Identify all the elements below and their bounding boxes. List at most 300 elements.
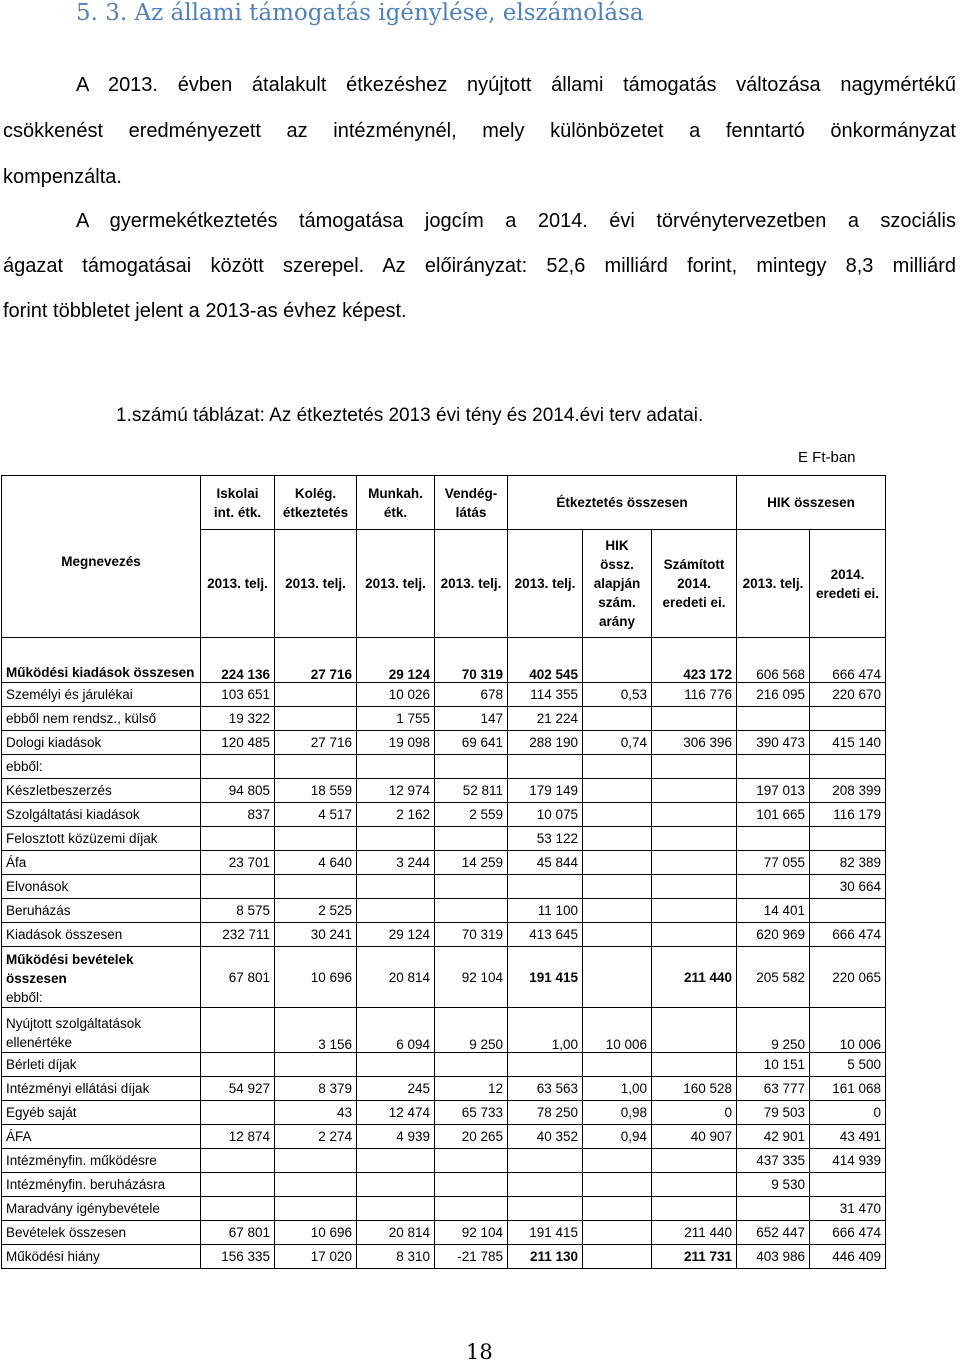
table-cell	[357, 899, 435, 923]
row-label	[2, 638, 201, 683]
table-cell: 20 265	[435, 1125, 508, 1149]
table-cell: 52 811	[435, 779, 508, 803]
table-cell	[508, 875, 583, 899]
table-cell: 79 503	[737, 1101, 810, 1125]
table-cell: 8 310	[357, 1245, 435, 1269]
table-cell: 9 250	[435, 1008, 508, 1053]
table-row	[2, 875, 886, 899]
table-cell: 65 733	[435, 1101, 508, 1125]
table-cell: 10 026	[357, 683, 435, 707]
group-header-row	[2, 476, 886, 530]
table-cell: 23 701	[201, 851, 275, 875]
row-label-text: Beruházás	[6, 903, 71, 918]
row-label	[2, 947, 201, 1008]
row-label-text: Személyi és járulékai	[6, 687, 133, 702]
row-label-text: ebből nem rendsz., külső	[6, 711, 157, 726]
table-cell	[201, 875, 275, 899]
table-cell: 191 415	[508, 1221, 583, 1245]
row-label	[2, 851, 201, 875]
table-cell	[201, 1053, 275, 1077]
table-cell: 94 805	[201, 779, 275, 803]
table-row	[2, 1197, 886, 1221]
table-cell: 0,94	[583, 1125, 652, 1149]
table-cell	[357, 1053, 435, 1077]
table-cell: 10 006	[810, 1008, 886, 1053]
table-cell: 0	[652, 1101, 737, 1125]
table-cell: 40 907	[652, 1125, 737, 1149]
table-cell: 31 470	[810, 1197, 886, 1221]
table-cell: 211 440	[652, 947, 737, 1008]
table-cell: 0	[810, 1101, 886, 1125]
table-cell: 211 731	[652, 1245, 737, 1269]
table-cell: 77 055	[737, 851, 810, 875]
table-cell	[652, 1197, 737, 1221]
row-label	[2, 899, 201, 923]
table-cell: 666 474	[810, 923, 886, 947]
table-cell: 19 322	[201, 707, 275, 731]
table-cell: 82 389	[810, 851, 886, 875]
table-cell: 191 415	[508, 947, 583, 1008]
table-cell	[583, 803, 652, 827]
row-label-text: Kiadások összesen	[6, 927, 123, 942]
table-cell	[275, 707, 357, 731]
row-label	[2, 1245, 201, 1269]
table-cell	[583, 899, 652, 923]
row-label	[2, 1053, 201, 1077]
table-row	[2, 1101, 886, 1125]
sub-header: 2013. telj.	[357, 530, 435, 638]
row-label-text: Elvonások	[6, 879, 69, 894]
table-cell: 114 355	[508, 683, 583, 707]
table-cell: 78 250	[508, 1101, 583, 1125]
row-label-subtext: ebből:	[6, 990, 43, 1005]
table-cell: 4 640	[275, 851, 357, 875]
row-label-text: Működési hiány	[6, 1249, 100, 1264]
table-cell: 402 545	[508, 638, 583, 683]
table-row	[2, 923, 886, 947]
table-cell: 211 130	[508, 1245, 583, 1269]
table-cell: 147	[435, 707, 508, 731]
table-cell	[201, 1197, 275, 1221]
row-label-text: Egyéb saját	[6, 1105, 77, 1120]
table-cell: 216 095	[737, 683, 810, 707]
table-cell: 6 094	[357, 1008, 435, 1053]
table-row	[2, 1245, 886, 1269]
group-header: Étkeztetés összesen	[508, 476, 737, 530]
table-cell: 12	[435, 1077, 508, 1101]
table-cell	[583, 1221, 652, 1245]
table-cell: 1,00	[583, 1077, 652, 1101]
table-cell	[583, 1149, 652, 1173]
section-heading: 5. 3. Az állami támogatás igénylése, elszámolása	[76, 0, 644, 26]
table-cell	[435, 1197, 508, 1221]
table-cell	[652, 1173, 737, 1197]
table-cell: 160 528	[652, 1077, 737, 1101]
sub-header: Számított 2014. eredeti ei.	[652, 530, 737, 638]
table-cell	[583, 1173, 652, 1197]
table-cell	[583, 1245, 652, 1269]
table-cell: 179 149	[508, 779, 583, 803]
table-row	[2, 755, 886, 779]
table-cell	[652, 851, 737, 875]
paragraph-1-line-1: A 2013. évben átalakult étkezéshez nyújtott állami támogatás változása nagymértékű	[76, 74, 956, 96]
table-cell	[652, 1008, 737, 1053]
table-row	[2, 803, 886, 827]
table-cell	[652, 899, 737, 923]
table-cell	[737, 875, 810, 899]
table-cell: 10 006	[583, 1008, 652, 1053]
row-label-text: Intézményfin. beruházásra	[6, 1177, 166, 1192]
table-cell: 1 755	[357, 707, 435, 731]
table-cell: 4 517	[275, 803, 357, 827]
table-cell	[201, 1149, 275, 1173]
group-header: HIK összesen	[737, 476, 886, 530]
table-cell	[583, 947, 652, 1008]
row-label-text: Áfa	[6, 855, 27, 870]
table-row	[2, 638, 886, 683]
table-cell: 423 172	[652, 638, 737, 683]
row-label-text: Bérleti díjak	[6, 1057, 77, 1072]
table-cell: 9 530	[737, 1173, 810, 1197]
table-row	[2, 1008, 886, 1053]
group-header: Iskolai int. étk.	[201, 476, 275, 530]
table-cell: 30 664	[810, 875, 886, 899]
table-cell: 27 716	[275, 731, 357, 755]
table-cell	[652, 875, 737, 899]
paragraph-2-line-2: ágazat támogatásai között szerepel. Az előirányzat: 52,6 milliárd forint, mintegy 8,3 milliárd	[3, 255, 956, 277]
table-cell	[201, 1008, 275, 1053]
row-label-header: Megnevezés	[2, 476, 201, 638]
paragraph-1-line-3: kompenzálta.	[3, 166, 122, 188]
table-cell: 29 124	[357, 923, 435, 947]
row-label	[2, 1077, 201, 1101]
table-cell: 678	[435, 683, 508, 707]
table-cell: 224 136	[201, 638, 275, 683]
group-header: Kolég. étkeztetés	[275, 476, 357, 530]
row-label-text: Maradvány igénybevétele	[6, 1201, 160, 1216]
table-cell: 10 696	[275, 947, 357, 1008]
table-cell: 306 396	[652, 731, 737, 755]
table-cell: 70 319	[435, 923, 508, 947]
table-cell	[583, 755, 652, 779]
table-cell	[652, 755, 737, 779]
table-cell	[435, 1053, 508, 1077]
table-cell: 67 801	[201, 1221, 275, 1245]
table-cell: 4 939	[357, 1125, 435, 1149]
table-cell: 40 352	[508, 1125, 583, 1149]
sub-header: 2013. telj.	[275, 530, 357, 638]
table-row	[2, 683, 886, 707]
paragraph-2-line-3: forint többletet jelent a 2013-as évhez képest.	[3, 300, 407, 322]
table-cell: 92 104	[435, 1221, 508, 1245]
row-label-text: ebből:	[6, 759, 43, 774]
table-cell	[201, 1101, 275, 1125]
table-cell	[583, 707, 652, 731]
table-cell: 20 814	[357, 1221, 435, 1245]
group-header: Vendég-látás	[435, 476, 508, 530]
sub-header: 2013. telj.	[508, 530, 583, 638]
table-cell: 2 274	[275, 1125, 357, 1149]
table-cell	[275, 755, 357, 779]
table-cell	[652, 827, 737, 851]
row-label-text: Dologi kiadások	[6, 735, 102, 750]
table-cell: 67 801	[201, 947, 275, 1008]
table-cell	[810, 827, 886, 851]
table-cell: 288 190	[508, 731, 583, 755]
table-row	[2, 827, 886, 851]
row-label-text: Bevételek összesen	[6, 1225, 127, 1240]
table-cell	[652, 1149, 737, 1173]
table-cell: 220 065	[810, 947, 886, 1008]
sub-header: HIK össz. alapján szám. arány	[583, 530, 652, 638]
table-row	[2, 1077, 886, 1101]
unit-label: E Ft-ban	[798, 449, 856, 466]
table-cell: 29 124	[357, 638, 435, 683]
table-cell	[508, 1197, 583, 1221]
table-cell	[652, 707, 737, 731]
row-label	[2, 1197, 201, 1221]
table-cell	[435, 1173, 508, 1197]
table-cell	[652, 779, 737, 803]
row-label	[2, 731, 201, 755]
table-cell: 1,00	[508, 1008, 583, 1053]
table-cell	[583, 875, 652, 899]
table-cell: 413 645	[508, 923, 583, 947]
table-cell	[357, 875, 435, 899]
table-cell	[737, 707, 810, 731]
table-cell: 652 447	[737, 1221, 810, 1245]
table-cell	[357, 1197, 435, 1221]
sub-header: 2013. telj.	[201, 530, 275, 638]
table-row	[2, 1221, 886, 1245]
sub-header: 2014. eredeti ei.	[810, 530, 886, 638]
table-cell	[583, 851, 652, 875]
table-cell	[275, 1149, 357, 1173]
table-cell: 9 250	[737, 1008, 810, 1053]
table-cell	[275, 875, 357, 899]
table-cell	[652, 1053, 737, 1077]
table-cell: 8 379	[275, 1077, 357, 1101]
table-cell	[435, 1149, 508, 1173]
row-label-text: Nyújtott szolgáltatások ellenértéke	[6, 1016, 142, 1050]
row-label	[2, 683, 201, 707]
table-cell: 2 559	[435, 803, 508, 827]
table-cell: 63 563	[508, 1077, 583, 1101]
table-cell	[583, 1053, 652, 1077]
table-cell	[357, 1173, 435, 1197]
row-label-text: ÁFA	[6, 1129, 32, 1144]
table-cell: 2 162	[357, 803, 435, 827]
table-cell	[357, 827, 435, 851]
sub-header: 2013. telj.	[435, 530, 508, 638]
table-cell: 2 525	[275, 899, 357, 923]
table-cell: 19 098	[357, 731, 435, 755]
row-label	[2, 1008, 201, 1053]
table-cell: 53 122	[508, 827, 583, 851]
row-label	[2, 827, 201, 851]
table-cell: 390 473	[737, 731, 810, 755]
row-label	[2, 779, 201, 803]
table-cell: 12 874	[201, 1125, 275, 1149]
table-cell: 0,53	[583, 683, 652, 707]
table-cell: 156 335	[201, 1245, 275, 1269]
table-cell: 30 241	[275, 923, 357, 947]
row-label-text: Készletbeszerzés	[6, 783, 112, 798]
row-label	[2, 923, 201, 947]
table-cell	[357, 1149, 435, 1173]
table-cell: 45 844	[508, 851, 583, 875]
table-cell	[435, 755, 508, 779]
table-cell: 14 259	[435, 851, 508, 875]
table-cell: 211 440	[652, 1221, 737, 1245]
table-cell	[275, 827, 357, 851]
table-cell: 620 969	[737, 923, 810, 947]
row-label	[2, 1221, 201, 1245]
table-row	[2, 779, 886, 803]
paragraph-1-line-2: csökkenést eredményezett az intézménynél, mely különbözetet a fenntartó önkormányzat	[3, 120, 956, 142]
row-label-text: Működési bevételek összesen	[6, 952, 134, 986]
table-cell: 0,74	[583, 731, 652, 755]
row-label-text: Működési kiadások összesen	[6, 665, 195, 680]
table-cell: 446 409	[810, 1245, 886, 1269]
paragraph-2-line-1: A gyermekétkeztetés támogatása jogcím a 2014. évi törvénytervezetben a szociális	[76, 210, 956, 232]
row-label-text: Intézményi ellátási díjak	[6, 1081, 150, 1096]
table-cell: 14 401	[737, 899, 810, 923]
sub-header: 2013. telj.	[737, 530, 810, 638]
row-label-text: Felosztott közüzemi díjak	[6, 831, 158, 846]
table-cell: 0,98	[583, 1101, 652, 1125]
table-cell: 232 711	[201, 923, 275, 947]
table-cell	[201, 827, 275, 851]
table-cell: 10 696	[275, 1221, 357, 1245]
table-cell: 414 939	[810, 1149, 886, 1173]
table-cell: 415 140	[810, 731, 886, 755]
row-label	[2, 803, 201, 827]
table-cell: 606 568	[737, 638, 810, 683]
table-cell: 63 777	[737, 1077, 810, 1101]
table-cell: 42 901	[737, 1125, 810, 1149]
table-row	[2, 851, 886, 875]
table-cell	[275, 1173, 357, 1197]
table-cell	[508, 755, 583, 779]
row-label	[2, 1173, 201, 1197]
table-cell: 205 582	[737, 947, 810, 1008]
table-cell	[435, 899, 508, 923]
table-cell	[435, 875, 508, 899]
table-cell: 837	[201, 803, 275, 827]
table-cell	[737, 1197, 810, 1221]
group-header: Munkah. étk.	[357, 476, 435, 530]
table-cell	[583, 638, 652, 683]
table-cell	[810, 707, 886, 731]
table-cell: 437 335	[737, 1149, 810, 1173]
row-label	[2, 755, 201, 779]
table-cell: 666 474	[810, 638, 886, 683]
row-label	[2, 707, 201, 731]
row-label-text: Intézményfin. működésre	[6, 1153, 157, 1168]
table-cell	[583, 1197, 652, 1221]
table-cell	[508, 1149, 583, 1173]
table-cell: 101 665	[737, 803, 810, 827]
table-cell: 208 399	[810, 779, 886, 803]
table-cell: 3 156	[275, 1008, 357, 1053]
table-cell: 10 151	[737, 1053, 810, 1077]
table-cell	[583, 923, 652, 947]
table-cell: 12 474	[357, 1101, 435, 1125]
table-cell: 666 474	[810, 1221, 886, 1245]
table-cell	[583, 779, 652, 803]
table-cell: 18 559	[275, 779, 357, 803]
table-cell: 116 179	[810, 803, 886, 827]
table-cell: 5 500	[810, 1053, 886, 1077]
table-row	[2, 731, 886, 755]
row-label	[2, 1149, 201, 1173]
table-cell	[508, 1053, 583, 1077]
row-label	[2, 1125, 201, 1149]
table-cell	[275, 683, 357, 707]
table-cell: 197 013	[737, 779, 810, 803]
table-cell	[583, 827, 652, 851]
table-cell	[435, 827, 508, 851]
row-label-text: Szolgáltatási kiadások	[6, 807, 140, 822]
table-cell	[357, 755, 435, 779]
table-cell: 245	[357, 1077, 435, 1101]
table-cell	[275, 1053, 357, 1077]
table-row	[2, 1053, 886, 1077]
page-number: 18	[466, 1340, 493, 1364]
table-cell	[810, 755, 886, 779]
table-cell: 103 651	[201, 683, 275, 707]
table-cell: 220 670	[810, 683, 886, 707]
table-cell: 3 244	[357, 851, 435, 875]
table-cell	[737, 755, 810, 779]
table-row	[2, 947, 886, 1008]
table-cell: 161 068	[810, 1077, 886, 1101]
table-cell: 92 104	[435, 947, 508, 1008]
table-cell: 12 974	[357, 779, 435, 803]
table-cell: 43 491	[810, 1125, 886, 1149]
table-cell	[201, 1173, 275, 1197]
table-cell	[201, 755, 275, 779]
table-cell: 116 776	[652, 683, 737, 707]
table-cell	[652, 923, 737, 947]
table-cell	[737, 827, 810, 851]
table-cell: 17 020	[275, 1245, 357, 1269]
table-cell: 20 814	[357, 947, 435, 1008]
row-label	[2, 1101, 201, 1125]
table-row	[2, 1173, 886, 1197]
table-cell	[810, 1173, 886, 1197]
table-cell: 403 986	[737, 1245, 810, 1269]
table-cell: 27 716	[275, 638, 357, 683]
table-cell: 8 575	[201, 899, 275, 923]
table-row	[2, 1149, 886, 1173]
table-row	[2, 1125, 886, 1149]
table-row	[2, 707, 886, 731]
table-cell: 70 319	[435, 638, 508, 683]
table-cell: 11 100	[508, 899, 583, 923]
row-label	[2, 875, 201, 899]
table-caption: 1.számú táblázat: Az étkeztetés 2013 évi tény és 2014.évi terv adatai.	[116, 405, 704, 426]
table-cell: 43	[275, 1101, 357, 1125]
table-cell	[508, 1173, 583, 1197]
table-cell: 54 927	[201, 1077, 275, 1101]
table-row	[2, 899, 886, 923]
table-cell	[810, 899, 886, 923]
table-cell: 120 485	[201, 731, 275, 755]
table-cell: 21 224	[508, 707, 583, 731]
data-table	[1, 475, 886, 1269]
